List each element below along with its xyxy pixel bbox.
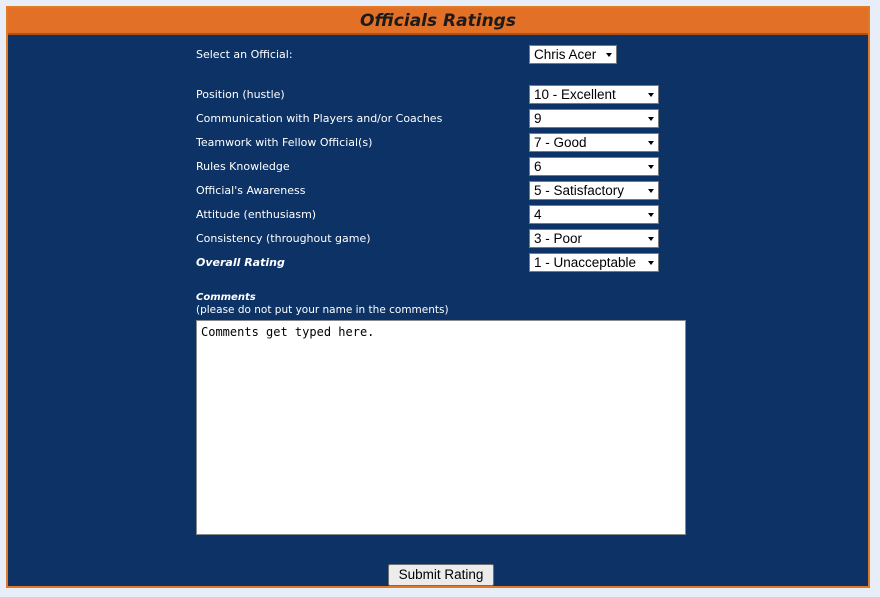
rating-label-attitude: Attitude (enthusiasm)	[196, 208, 317, 221]
official-select[interactable]	[529, 45, 617, 64]
rating-select-value: 5 - Satisfactory	[534, 183, 625, 198]
rating-select-rules[interactable]	[529, 157, 659, 176]
rating-select-value: 10 - Excellent	[534, 87, 616, 102]
rating-label-awareness: Official's Awareness	[196, 184, 306, 197]
rating-label-position: Position (hustle)	[196, 88, 285, 101]
chevron-down-icon	[648, 141, 654, 145]
rating-select-awareness[interactable]	[529, 181, 659, 200]
chevron-down-icon	[648, 237, 654, 241]
select-official-label: Select an Official:	[196, 48, 293, 61]
rating-label-overall: Overall Rating	[196, 256, 285, 269]
comments-note: (please do not put your name in the comments)	[196, 304, 449, 316]
chevron-down-icon	[606, 53, 612, 57]
official-select-value: Chris Acer	[534, 47, 597, 62]
rating-select-value: 1 - Unacceptable	[534, 255, 637, 270]
chevron-down-icon	[648, 261, 654, 265]
comments-textarea[interactable]: Comments get typed here.	[196, 320, 686, 535]
submit-rating-button[interactable]: Submit Rating	[388, 564, 494, 586]
page-title: Officials Ratings	[360, 11, 516, 31]
chevron-down-icon	[648, 117, 654, 121]
rating-select-value: 4	[534, 207, 542, 222]
rating-label-communication: Communication with Players and/or Coaches	[196, 112, 443, 125]
rating-label-teamwork: Teamwork with Fellow Official(s)	[196, 136, 373, 149]
rating-select-attitude[interactable]	[529, 205, 659, 224]
rating-label-consistency: Consistency (throughout game)	[196, 232, 371, 245]
header-bar	[8, 8, 868, 35]
chevron-down-icon	[648, 165, 654, 169]
rating-select-overall[interactable]	[529, 253, 659, 272]
rating-label-rules: Rules Knowledge	[196, 160, 290, 173]
rating-select-position[interactable]	[529, 85, 659, 104]
rating-select-value: 3 - Poor	[534, 231, 583, 246]
chevron-down-icon	[648, 189, 654, 193]
ratings-panel	[6, 6, 870, 588]
rating-select-value: 7 - Good	[534, 135, 587, 150]
comments-title: Comments	[196, 292, 256, 303]
rating-select-teamwork[interactable]	[529, 133, 659, 152]
chevron-down-icon	[648, 93, 654, 97]
chevron-down-icon	[648, 213, 654, 217]
rating-select-consistency[interactable]	[529, 229, 659, 248]
rating-select-communication[interactable]	[529, 109, 659, 128]
rating-select-value: 9	[534, 111, 542, 126]
rating-select-value: 6	[534, 159, 542, 174]
